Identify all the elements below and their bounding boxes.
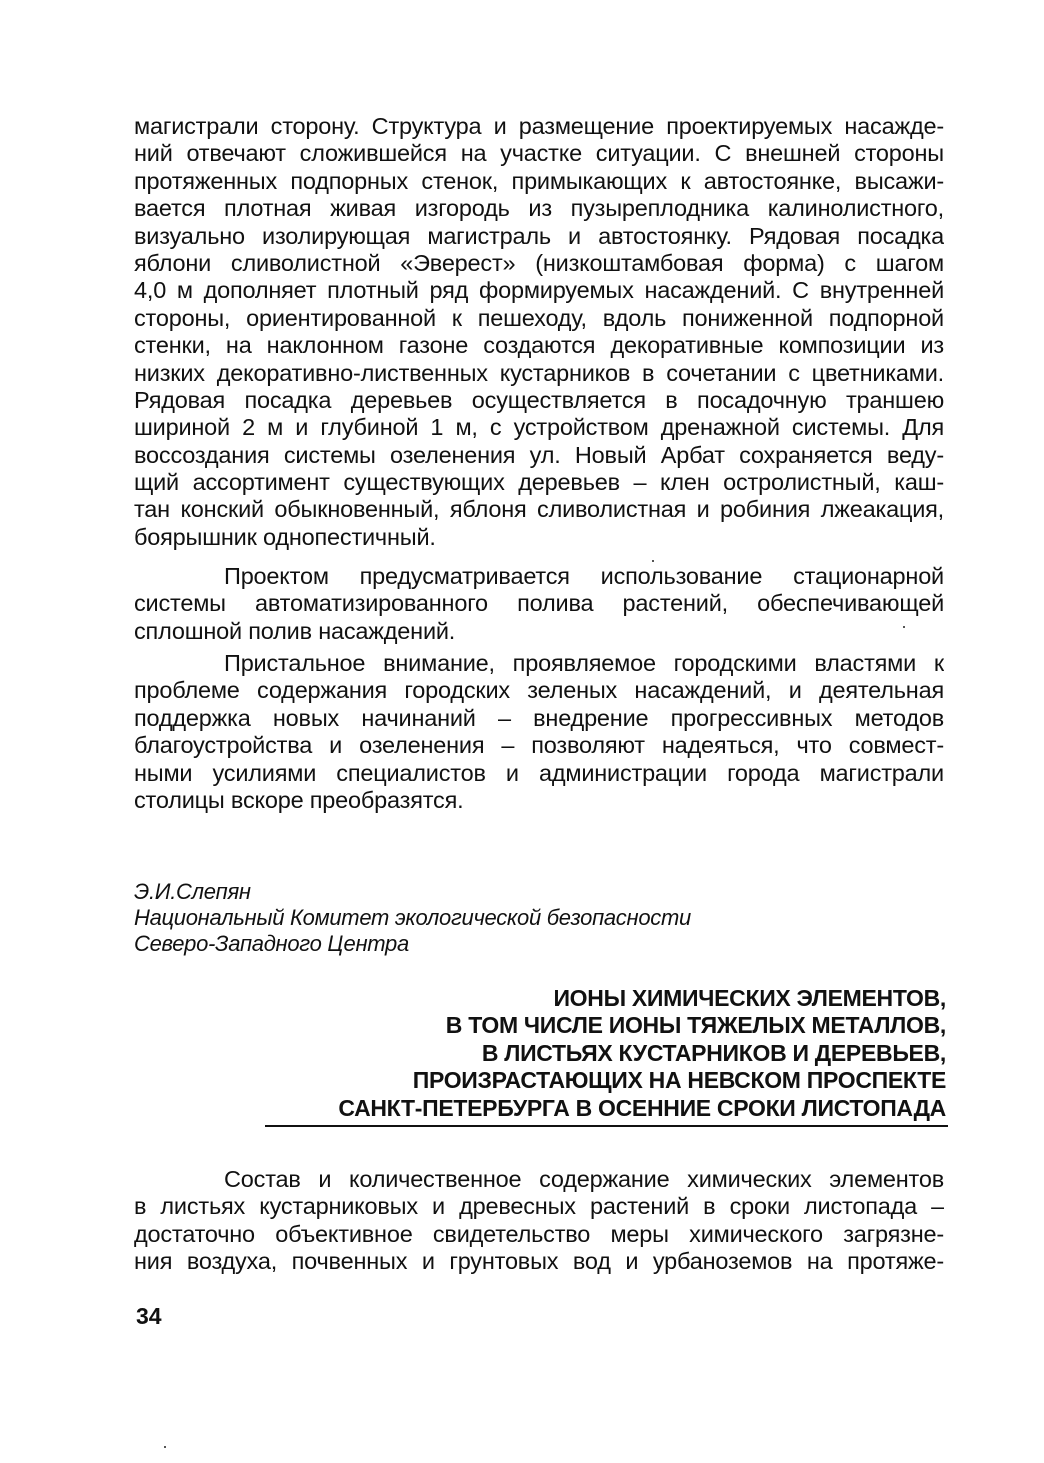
text-line: вается плотная живая изгородь из пузыреплодника калинолистного, — [134, 195, 944, 222]
text-line: столицы вскоре преобразятся. — [134, 786, 464, 813]
text-line: низких декоративно-лиственных кустарников в сочетании с цветниками. — [134, 359, 944, 386]
text-line: стороны, ориентированной к пешеходу, вдоль пониженной подпорной — [134, 304, 944, 331]
text-line: достаточно объективное свидетельство меры химического загрязне- — [134, 1220, 944, 1247]
text-line: шириной 2 м и глубиной 1 м, с устройством дренажной системы. Для — [134, 414, 944, 441]
text-line: протяженных подпорных стенок, примыкающих к автостоянке, высажи- — [134, 167, 944, 194]
paragraph-4 — [134, 1166, 944, 1276]
text-line: боярышник однопестичный. — [134, 523, 436, 550]
text-line: ными усилиями специалистов и администрации города магистрали — [134, 759, 944, 786]
text-line: Состав и количественное содержание химических элементов — [224, 1166, 944, 1192]
text-line: визуально изолирующая магистраль и автостоянку. Рядовая посадка — [134, 222, 944, 249]
title-line: ИОНЫ ХИМИЧЕСКИХ ЭЛЕМЕНТОВ, — [553, 985, 946, 1011]
title-line: САНКТ-ПЕТЕРБУРГА В ОСЕННИЕ СРОКИ ЛИСТОПАДА — [338, 1094, 946, 1121]
text-line: Проектом предусматривается использование стационарной — [224, 563, 944, 589]
scan-speck — [903, 626, 905, 628]
text-line: Пристальное внимание, проявляемое городскими властями к — [224, 650, 944, 676]
paragraph-1 — [134, 113, 944, 551]
text-line: проблеме содержания городских зеленых насаждений, и деятельная — [134, 677, 944, 704]
text-line: системы автоматизированного полива растений, обеспечивающей — [134, 590, 944, 617]
article-title — [260, 985, 946, 1122]
text-line: магистрали сторону. Структура и размещение проектируемых насажде- — [134, 113, 944, 139]
page-number: 34 — [136, 1303, 162, 1329]
text-line: тан конский обыкновенный, яблоня сливолистная и робиния лжеакация, — [134, 496, 944, 523]
paragraph-3 — [134, 650, 944, 814]
text-line: яблони сливолистной «Эверест» (низкоштамбовая форма) с шагом — [134, 249, 944, 276]
text-line: в листьях кустарниковых и древесных растений в сроки листопада – — [134, 1193, 944, 1220]
scan-speck — [164, 1446, 166, 1448]
text-line: ния воздуха, почвенных и грунтовых вод и урбаноземов на протяже- — [134, 1248, 944, 1275]
text-line: ний отвечают сложившейся на участке ситуации. С внешней стороны — [134, 140, 944, 167]
text-line: стенки, на наклонном газоне создаются декоративные композиции из — [134, 332, 944, 359]
title-line: ПРОИЗРАСТАЮЩИХ НА НЕВСКОМ ПРОСПЕКТЕ — [412, 1067, 946, 1094]
title-line: В ТОМ ЧИСЛЕ ИОНЫ ТЯЖЕЛЫХ МЕТАЛЛОВ, — [445, 1012, 946, 1039]
text-line: сплошной полив насаждений. — [134, 617, 456, 644]
text-line: Рядовая посадка деревьев осуществляется в посадочную траншею — [134, 386, 944, 413]
text-line: поддержка новых начинаний – внедрение прогрессивных методов — [134, 704, 944, 731]
scan-speck — [652, 560, 654, 562]
title-line: В ЛИСТЬЯХ КУСТАРНИКОВ И ДЕРЕВЬЕВ, — [481, 1039, 946, 1066]
author-name: Э.И.Слепян — [134, 879, 251, 904]
author-block — [134, 879, 691, 957]
text-line: щий ассортимент существующих деревьев – клен остролистный, каш- — [134, 469, 944, 496]
author-affiliation: Северо-Западного Центра — [134, 931, 409, 956]
text-line: воссоздания системы озеленения ул. Новый Арбат сохраняется веду- — [134, 441, 944, 468]
author-affiliation: Национальный Комитет экологической безопасности — [134, 905, 691, 930]
text-line: 4,0 м дополняет плотный ряд формируемых насаждений. С внутренней — [134, 277, 944, 304]
paragraph-2 — [134, 563, 944, 645]
title-underline — [265, 1125, 948, 1127]
text-line: благоустройства и озеленения – позволяют надеяться, что совмест- — [134, 732, 944, 759]
